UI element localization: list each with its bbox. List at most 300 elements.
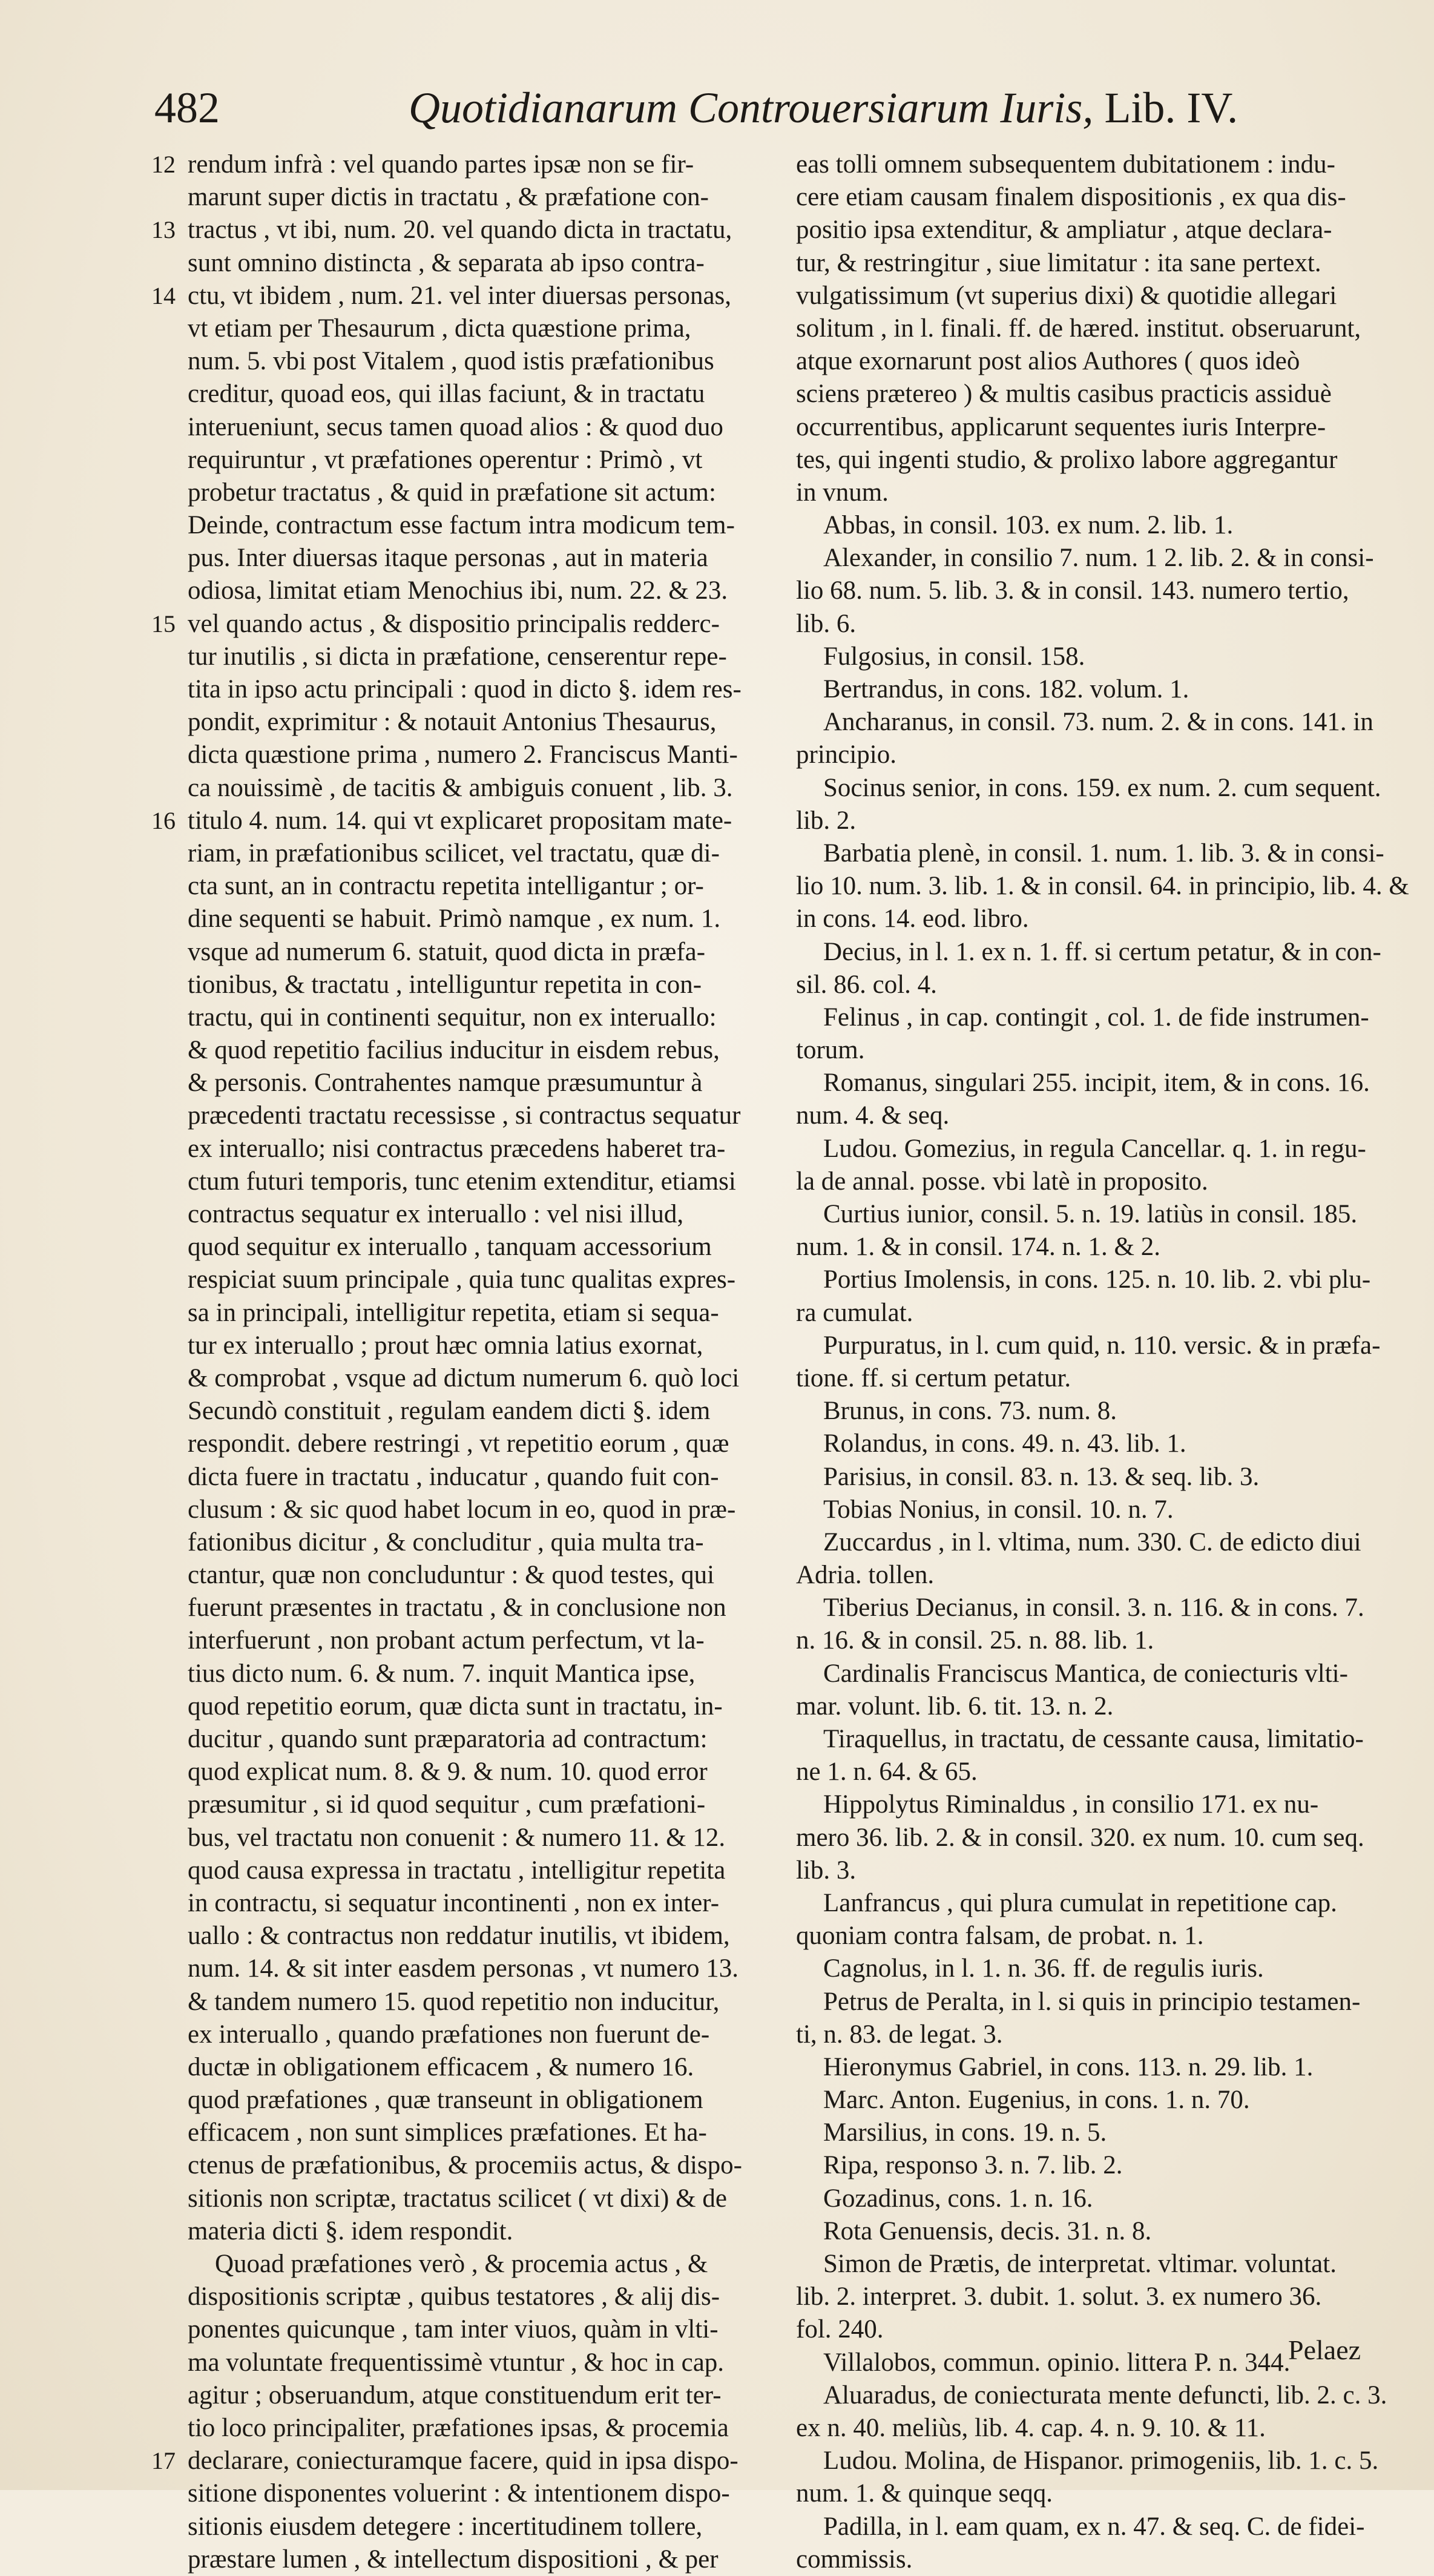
- text-line: [796, 1395, 1377, 1428]
- line-text: dine sequenti se habuit. Primò namque , ex num. 1.: [188, 904, 721, 934]
- line-text: quod præfationes , quæ transeunt in obligationem: [188, 2086, 703, 2115]
- text-line: [188, 2182, 763, 2215]
- line-text: quod explicat num. 8. & 9. & num. 10. quod error: [188, 1757, 708, 1787]
- text-line: [188, 1592, 763, 1624]
- line-text: torum.: [796, 1036, 865, 1065]
- text-line: [188, 2379, 763, 2412]
- line-text: tita in ipso actu principali : quod in dicto §. idem res-: [188, 675, 742, 703]
- text-line: [188, 1494, 763, 1526]
- margin-number: 14: [151, 282, 176, 309]
- text-line: [188, 936, 763, 969]
- text-line: [796, 1263, 1377, 1296]
- line-text: Zuccardus , in l. vltima, num. 330. C. de edicto diui: [823, 1527, 1361, 1556]
- line-text: Aluaradus, de coniecturata mente defuncti, lib. 2. c. 3.: [823, 2380, 1387, 2410]
- text-line: [188, 837, 763, 870]
- line-text: cta sunt, an in contractu repetita intelligantur ; or-: [188, 872, 704, 901]
- text-line: [188, 706, 763, 739]
- text-line: [188, 1133, 763, 1165]
- text-line: [188, 1690, 763, 1723]
- margin-number: 17: [151, 2447, 176, 2475]
- text-line: [796, 542, 1377, 575]
- line-text: tur, & restringitur , siue limitatur : ita sane pertext.: [796, 248, 1321, 277]
- line-text: fuerunt præsentes in tractatu , & in conclusione non: [188, 1593, 726, 1622]
- text-line: [188, 312, 763, 345]
- line-text: ctenus de præfationibus, & procemiis actus, & dispo-: [188, 2151, 742, 2180]
- line-text: Ripa, responso 3. n. 7. lib. 2.: [823, 2151, 1123, 2180]
- line-text: Hippolytus Riminaldus , in consilio 171. ex nu-: [823, 1790, 1319, 1819]
- line-text: eas tolli omnem subsequentem dubitationem : indu-: [796, 150, 1335, 179]
- text-line: [188, 1788, 763, 1821]
- line-text: & tandem numero 15. quod repetitio non inducitur,: [188, 1987, 720, 2016]
- text-line: [796, 575, 1377, 607]
- text-line: [151, 214, 763, 246]
- line-text: vel quando actus , & dispositio principalis redderc-: [188, 609, 720, 638]
- text-line: [796, 1362, 1377, 1395]
- text-line: [796, 2281, 1377, 2313]
- text-line: [188, 2412, 763, 2445]
- line-text: dispositionis scriptæ , quibus testatores , & alij dis-: [188, 2282, 720, 2311]
- line-text: interueniunt, secus tamen quoad alios : & quod duo: [188, 412, 723, 441]
- line-text: occurrentibus, applicarunt sequentes iuris Interpre-: [796, 412, 1326, 441]
- text-line: [796, 2149, 1377, 2182]
- line-text: commissis.: [796, 2545, 913, 2574]
- line-text: ctu, vt ibidem , num. 21. vel inter diuersas personas,: [188, 281, 732, 310]
- text-line: [188, 641, 763, 673]
- text-line: [188, 1723, 763, 1756]
- line-text: vsque ad numerum 6. statuit, quod dicta in præfa-: [188, 937, 706, 966]
- text-line: [796, 2477, 1377, 2510]
- line-text: ex interuallo , quando præfationes non fuerunt de-: [188, 2020, 710, 2049]
- line-text: tur ex interuallo ; prout hæc omnia latius exornat,: [188, 1331, 703, 1360]
- line-text: Simon de Prætis, de interpretat. vltimar. voluntat.: [823, 2250, 1337, 2278]
- text-line: [188, 1297, 763, 1329]
- text-line: [796, 1067, 1377, 1099]
- line-text: lib. 3.: [796, 1856, 857, 1885]
- line-text: Parisius, in consil. 83. n. 13. & seq. lib. 3.: [823, 1462, 1260, 1491]
- line-text: quod sequitur ex interuallo , tanquam accessorium: [188, 1233, 712, 1262]
- line-text: num. 14. & sit inter easdem personas , vt numero 13.: [188, 1954, 739, 1983]
- page-number: 482: [154, 84, 220, 132]
- text-line: [188, 2511, 763, 2543]
- line-text: num. 1. & in consil. 174. n. 1. & 2.: [796, 1233, 1160, 1262]
- line-text: solitum , in l. finali. ff. de hæred. institut. obseruarunt,: [796, 314, 1361, 343]
- line-text: Brunus, in cons. 73. num. 8.: [823, 1397, 1117, 1426]
- text-line: [188, 2149, 763, 2182]
- line-text: præsumitur , si id quod sequitur , cum præfationi-: [188, 1790, 706, 1819]
- text-line: [796, 2248, 1377, 2281]
- line-text: Villalobos, commun. opinio. littera P. n. 344.: [823, 2348, 1291, 2377]
- line-text: Socinus senior, in cons. 159. ex num. 2. cum sequent.: [823, 773, 1381, 802]
- line-text: fationibus dicitur , & concluditur , quia multa tra-: [188, 1527, 704, 1556]
- text-line: [188, 1756, 763, 1788]
- text-line: [796, 903, 1377, 935]
- text-line: [796, 1133, 1377, 1165]
- text-line: [796, 2051, 1377, 2084]
- line-text: efficacem , non sunt simplices præfationes. Et ha-: [188, 2118, 707, 2147]
- line-text: rendum infrà : vel quando partes ipsæ non se fir-: [188, 150, 694, 179]
- text-line: [188, 2051, 763, 2084]
- line-text: tur inutilis , si dicta in præfatione, censerentur repe-: [188, 642, 727, 671]
- line-text: Purpuratus, in l. cum quid, n. 110. versic. & in præfa-: [823, 1331, 1381, 1360]
- line-text: ctum futuri temporis, tunc etenim extenditur, etiamsi: [188, 1167, 736, 1196]
- line-text: atque exornarunt post alios Authores ( quos ideò: [796, 347, 1300, 376]
- line-text: quoniam contra falsam, de probat. n. 1.: [796, 1922, 1204, 1951]
- line-text: Deinde, contractum esse factum intra modicum tem-: [188, 511, 735, 540]
- line-text: sitionis non scriptæ, tractatus scilicet ( vt dixi) & de: [188, 2184, 727, 2213]
- text-line: [796, 969, 1377, 1001]
- text-line: [796, 1788, 1377, 1821]
- line-text: Secundò constituit , regulam eandem dicti §. idem: [188, 1397, 711, 1426]
- text-line: [796, 706, 1377, 739]
- line-text: Felinus , in cap. contingit , col. 1. de fide instrumen-: [823, 1003, 1369, 1032]
- line-text: ducitur , quando sunt præparatoria ad contractum:: [188, 1725, 708, 1753]
- line-text: num. 5. vbi post Vitalem , quod istis præfationibus: [188, 347, 714, 376]
- text-line: [796, 2543, 1377, 2576]
- text-line: [796, 247, 1377, 280]
- line-text: in cons. 14. eod. libro.: [796, 904, 1029, 934]
- line-text: ponentes quicunque , tam inter viuos, quàm in vlti-: [188, 2315, 719, 2344]
- text-line: [188, 673, 763, 706]
- line-text: tractu, qui in continenti sequitur, non ex interuallo:: [188, 1003, 717, 1032]
- line-text: vt etiam per Thesaurum , dicta quæstione prima,: [188, 314, 691, 343]
- line-text: sciens prætereo ) & multis casibus practicis assiduè: [796, 380, 1332, 409]
- text-line: [796, 280, 1377, 312]
- line-text: quod causa expressa in tractatu , intelligitur repetita: [188, 1856, 726, 1885]
- text-line: [188, 1362, 763, 1395]
- line-text: titulo 4. num. 14. qui vt explicaret propositam mate-: [188, 806, 732, 835]
- text-line: [188, 575, 763, 607]
- line-text: Portius Imolensis, in cons. 125. n. 10. lib. 2. vbi plu-: [823, 1265, 1371, 1294]
- page-header: [154, 77, 1238, 138]
- text-line: [796, 1822, 1377, 1854]
- line-text: interfuerunt , non probant actum perfectum, vt la-: [188, 1626, 705, 1655]
- text-line: [188, 1034, 763, 1067]
- line-text: Tiraquellus, in tractatu, de cessante causa, limitatio-: [823, 1725, 1364, 1753]
- line-text: uallo : & contractus non reddatur inutilis, vt ibidem,: [188, 1922, 730, 1951]
- left-column: [151, 148, 763, 2576]
- text-line: [796, 1756, 1377, 1788]
- text-line: [796, 1198, 1377, 1231]
- book-label: Lib. IV.: [1104, 84, 1238, 132]
- text-line: [188, 2248, 763, 2281]
- line-text: fol. 240.: [796, 2315, 884, 2344]
- text-line: [188, 2084, 763, 2116]
- text-line: [188, 2215, 763, 2248]
- line-text: materia dicti §. idem respondit.: [188, 2216, 513, 2245]
- line-text: ctantur, quæ non concluduntur : & quod testes, qui: [188, 1561, 715, 1590]
- line-text: mero 36. lib. 2. & in consil. 320. ex num. 10. cum seq.: [796, 1823, 1364, 1852]
- text-line: [796, 345, 1377, 378]
- line-text: Ludou. Gomezius, in regula Cancellar. q. 1. in regu-: [823, 1134, 1366, 1163]
- line-text: creditur, quoad eos, qui illas faciunt, & in tractatu: [188, 380, 705, 409]
- text-line: [796, 2445, 1377, 2477]
- text-line: [188, 1099, 763, 1132]
- text-line: [188, 870, 763, 903]
- text-line: [188, 1165, 763, 1198]
- line-text: lib. 6.: [796, 609, 857, 638]
- line-text: contractus sequatur ex interuallo : vel nisi illud,: [188, 1200, 684, 1228]
- line-text: ma voluntate frequentissimè vtuntur , & hoc in cap.: [188, 2348, 725, 2377]
- text-line: [796, 772, 1381, 805]
- text-line: [188, 345, 763, 378]
- text-line: [796, 312, 1377, 345]
- line-text: ca nouissimè , de tacitis & ambiguis conuent , lib. 3.: [188, 773, 733, 802]
- line-text: declarare, coniecturamque facere, quid in ipsa dispo-: [188, 2446, 738, 2476]
- line-text: bus, vel tractatu non conuenit : & numero 11. & 12.: [188, 1823, 726, 1852]
- margin-number: 12: [151, 151, 176, 178]
- text-line: [188, 1887, 763, 1920]
- text-line: [796, 1329, 1381, 1362]
- line-text: quod repetitio eorum, quæ dicta sunt in tractatu, in-: [188, 1692, 723, 1721]
- text-line: [188, 903, 763, 935]
- text-line: [796, 1099, 1377, 1132]
- line-text: dicta fuere in tractatu , inducatur , quando fuit con-: [188, 1462, 719, 1491]
- text-line: [796, 1034, 1377, 1067]
- text-line: [188, 181, 763, 214]
- line-text: tes, qui ingenti studio, & prolixo labore aggregantur: [796, 445, 1338, 474]
- line-text: respiciat suum principale , quia tunc qualitas expres-: [188, 1265, 736, 1294]
- text-line: [188, 247, 763, 280]
- text-line: [796, 1165, 1377, 1198]
- text-line: [188, 1001, 763, 1034]
- text-line: [188, 378, 763, 410]
- line-text: Fulgosius, in consil. 158.: [823, 642, 1085, 671]
- line-text: Adria. tollen.: [796, 1561, 935, 1590]
- text-line: [151, 805, 763, 837]
- line-text: tio loco principaliter, præfationes ipsas, & procemia: [188, 2413, 729, 2442]
- line-text: sitione disponentes voluerint : & intentionem dispo-: [188, 2479, 730, 2508]
- line-text: requiruntur , vt præfationes operentur : Primò , vt: [188, 445, 703, 474]
- text-line: [188, 2313, 763, 2346]
- line-text: sil. 86. col. 4.: [796, 970, 937, 999]
- text-line: [796, 641, 1377, 673]
- line-text: Rota Genuensis, decis. 31. n. 8.: [823, 2216, 1152, 2245]
- line-text: sitionis eiusdem detegere : incertitudinem tollere,: [188, 2512, 703, 2541]
- text-line: [188, 1986, 763, 2018]
- line-text: Lanfrancus , qui plura cumulat in repetitione cap.: [823, 1888, 1337, 1917]
- line-text: odiosa, limitat etiam Menochius ibi, num. 22. & 23.: [188, 576, 728, 605]
- line-text: Marsilius, in cons. 19. n. 5.: [823, 2118, 1107, 2147]
- text-line: [796, 2215, 1377, 2248]
- text-line: [188, 1920, 763, 1952]
- text-line: [188, 1198, 763, 1231]
- line-text: dicta quæstione prima , numero 2. Franciscus Manti-: [188, 740, 738, 769]
- text-line: [188, 1658, 763, 1690]
- line-text: clusum : & sic quod habet locum in eo, quod in præ-: [188, 1495, 736, 1524]
- line-text: mar. volunt. lib. 6. tit. 13. n. 2.: [796, 1692, 1114, 1721]
- text-line: [796, 739, 1377, 771]
- line-text: ex interuallo; nisi contractus præcedens haberet tra-: [188, 1134, 726, 1163]
- line-text: num. 4. & seq.: [796, 1101, 950, 1130]
- text-line: [796, 1920, 1377, 1952]
- line-text: Ancharanus, in consil. 73. num. 2. & in cons. 141. in: [823, 708, 1373, 737]
- text-line: [151, 280, 763, 312]
- right-column: [796, 148, 1409, 2576]
- text-line: [188, 1231, 763, 1263]
- text-line: [188, 2347, 763, 2379]
- line-text: ti, n. 83. de legat. 3.: [796, 2020, 1003, 2049]
- text-line: [796, 2116, 1377, 2149]
- text-line: [796, 444, 1377, 476]
- text-line: [796, 1428, 1377, 1460]
- margin-number: 16: [151, 806, 176, 834]
- text-line: [188, 1559, 763, 1592]
- text-line: [188, 1428, 763, 1460]
- line-text: tius dicto num. 6. & num. 7. inquit Mantica ipse,: [188, 1659, 696, 1688]
- line-text: Quoad præfationes verò , & procemia actus , &: [215, 2250, 708, 2278]
- line-text: Hieronymus Gabriel, in cons. 113. n. 29. lib. 1.: [823, 2052, 1314, 2081]
- text-line: [796, 2379, 1387, 2412]
- text-line: [188, 1329, 763, 1362]
- text-line: [796, 1231, 1377, 1263]
- line-text: Romanus, singulari 255. incipit, item, & in cons. 16.: [823, 1069, 1370, 1098]
- line-text: in contractu, si sequatur incontinenti , non ex inter-: [188, 1888, 720, 1917]
- line-text: Barbatia plenè, in consil. 1. num. 1. lib. 3. & in consi-: [823, 838, 1384, 868]
- text-line: [796, 1592, 1377, 1624]
- line-text: vulgatissimum (vt superius dixi) & quotidie allegari: [796, 281, 1337, 310]
- line-text: Decius, in l. 1. ex n. 1. ff. si certum petatur, & in con-: [823, 937, 1381, 966]
- line-text: la de annal. posse. vbi latè in proposito.: [796, 1167, 1208, 1196]
- line-text: Cagnolus, in l. 1. n. 36. ff. de regulis iuris.: [823, 1954, 1264, 1983]
- margin-number: 13: [151, 216, 176, 244]
- text-line: [796, 673, 1377, 706]
- text-line: [796, 1526, 1377, 1559]
- line-text: riam, in præfationibus scilicet, vel tractatu, quæ di-: [188, 838, 720, 868]
- text-line: [796, 509, 1377, 542]
- line-text: tractus , vt ibi, num. 20. vel quando dicta in tractatu,: [188, 216, 732, 245]
- text-line: [188, 1461, 763, 1494]
- running-title-text: Quotidianarum Controuersiarum Iuris,: [409, 84, 1094, 132]
- text-line: [796, 1559, 1377, 1592]
- line-text: lio 68. num. 5. lib. 3. & in consil. 143. numero tertio,: [796, 576, 1349, 605]
- text-line: [796, 805, 1377, 837]
- text-line: [796, 2084, 1377, 2116]
- text-line: [796, 1494, 1377, 1526]
- line-text: ductæ in obligationem efficacem , & numero 16.: [188, 2052, 694, 2081]
- line-text: ne 1. n. 64. & 65.: [796, 1757, 978, 1787]
- line-text: Ludou. Molina, de Hispanor. primogeniis, lib. 1. c. 5.: [823, 2446, 1379, 2476]
- text-line: [188, 2116, 763, 2149]
- line-text: lio 10. num. 3. lib. 1. & in consil. 64. in principio, lib. 4. &: [796, 872, 1409, 901]
- text-line: [796, 411, 1377, 444]
- text-line: [796, 1461, 1377, 1494]
- line-text: Padilla, in l. eam quam, ex n. 47. & seq. C. de fidei-: [823, 2512, 1365, 2541]
- running-title: [409, 77, 1238, 138]
- line-text: præcedenti tractatu recessisse , si contractus sequatur: [188, 1101, 741, 1130]
- text-line: [796, 2018, 1377, 2051]
- text-line: [188, 1526, 763, 1559]
- line-text: Petrus de Peralta, in l. si quis in principio testamen-: [823, 1987, 1361, 2016]
- text-line: [796, 936, 1381, 969]
- line-text: principio.: [796, 740, 896, 769]
- text-line: [188, 969, 763, 1001]
- text-line: [796, 1624, 1377, 1657]
- line-text: agitur ; obseruandum, atque constituendum erit ter-: [188, 2380, 722, 2410]
- text-line: [188, 444, 763, 476]
- line-text: pondit, exprimitur : & notauit Antonius Thesaurus,: [188, 708, 717, 737]
- text-line: [796, 2182, 1377, 2215]
- line-text: tione. ff. si certum petatur.: [796, 1363, 1071, 1392]
- catchword: Pelaez: [1288, 2334, 1361, 2365]
- line-text: probetur tractatus , & quid in præfatione sit actum:: [188, 478, 716, 507]
- text-line: [188, 1624, 763, 1657]
- line-text: n. 16. & in consil. 25. n. 88. lib. 1.: [796, 1626, 1154, 1655]
- line-text: & quod repetitio facilius inducitur in eisdem rebus,: [188, 1036, 720, 1065]
- line-text: marunt super dictis in tractatu , & præfatione con-: [188, 183, 709, 212]
- text-line: [188, 772, 763, 805]
- line-text: & comprobat , vsque ad dictum numerum 6. quò loci: [188, 1363, 740, 1392]
- line-text: Cardinalis Franciscus Mantica, de coniecturis vlti-: [823, 1659, 1348, 1688]
- text-line: [188, 1263, 763, 1296]
- line-text: Tobias Nonius, in consil. 10. n. 7.: [823, 1495, 1174, 1524]
- text-line: [796, 1690, 1377, 1723]
- text-line: [796, 1952, 1377, 1985]
- line-text: num. 1. & quinque seqq.: [796, 2479, 1053, 2508]
- text-line: [796, 1723, 1377, 1756]
- text-line: [188, 2281, 763, 2313]
- text-line: [188, 1822, 763, 1854]
- text-line: [796, 1854, 1377, 1887]
- line-text: pus. Inter diuersas itaque personas , aut in materia: [188, 544, 708, 573]
- text-line: [151, 148, 763, 181]
- text-line: [188, 1854, 763, 1887]
- text-line: [188, 739, 763, 771]
- text-line: [796, 1297, 1377, 1329]
- line-text: ex n. 40. meliùs, lib. 4. cap. 4. n. 9. 10. & 11.: [796, 2413, 1266, 2442]
- line-text: sunt omnino distincta , & separata ab ipso contra-: [188, 248, 705, 277]
- text-line: [188, 2477, 763, 2510]
- text-line: [796, 476, 1377, 509]
- text-line: [796, 181, 1377, 214]
- text-line: [796, 148, 1377, 181]
- line-text: præstare lumen , & intellectum dispositioni , & per: [188, 2545, 719, 2574]
- text-line: [188, 509, 763, 542]
- text-line: [796, 214, 1377, 246]
- line-text: Gozadinus, cons. 1. n. 16.: [823, 2184, 1093, 2213]
- line-text: tionibus, & tractatu , intelliguntur repetita in con-: [188, 970, 702, 999]
- text-line: [796, 2412, 1377, 2445]
- line-text: Abbas, in consil. 103. ex num. 2. lib. 1.: [823, 511, 1234, 540]
- text-line: [796, 608, 1377, 641]
- text-line: [188, 1067, 763, 1099]
- text-line: [796, 1658, 1377, 1690]
- text-line: [796, 2511, 1377, 2543]
- line-text: & personis. Contrahentes namque præsumuntur à: [188, 1069, 703, 1098]
- text-line: [188, 476, 763, 509]
- text-line: [796, 378, 1377, 410]
- line-text: Tiberius Decianus, in consil. 3. n. 116. & in cons. 7.: [823, 1593, 1364, 1622]
- text-line: [188, 411, 763, 444]
- text-line: [796, 870, 1409, 903]
- line-text: Marc. Anton. Eugenius, in cons. 1. n. 70.: [823, 2086, 1250, 2115]
- line-text: lib. 2.: [796, 806, 857, 835]
- line-text: positio ipsa extenditur, & ampliatur , atque declara-: [796, 216, 1332, 245]
- line-text: ra cumulat.: [796, 1298, 913, 1327]
- line-text: Bertrandus, in cons. 182. volum. 1.: [823, 675, 1189, 703]
- line-text: sa in principali, intelligitur repetita, etiam si sequa-: [188, 1298, 719, 1327]
- margin-number: 15: [151, 610, 176, 637]
- text-line: [796, 1986, 1377, 2018]
- line-text: respondit. debere restringi , vt repetitio eorum , quæ: [188, 1429, 729, 1458]
- text-line: [188, 2018, 763, 2051]
- text-line: [151, 2445, 763, 2477]
- line-text: cere etiam causam finalem dispositionis , ex qua dis-: [796, 183, 1346, 212]
- line-text: Curtius iunior, consil. 5. n. 19. latiùs in consil. 185.: [823, 1200, 1358, 1228]
- line-text: Rolandus, in cons. 49. n. 43. lib. 1.: [823, 1429, 1186, 1458]
- line-text: lib. 2. interpret. 3. dubit. 1. solut. 3. ex numero 36.: [796, 2282, 1322, 2311]
- text-line: [188, 542, 763, 575]
- text-line: [796, 837, 1384, 870]
